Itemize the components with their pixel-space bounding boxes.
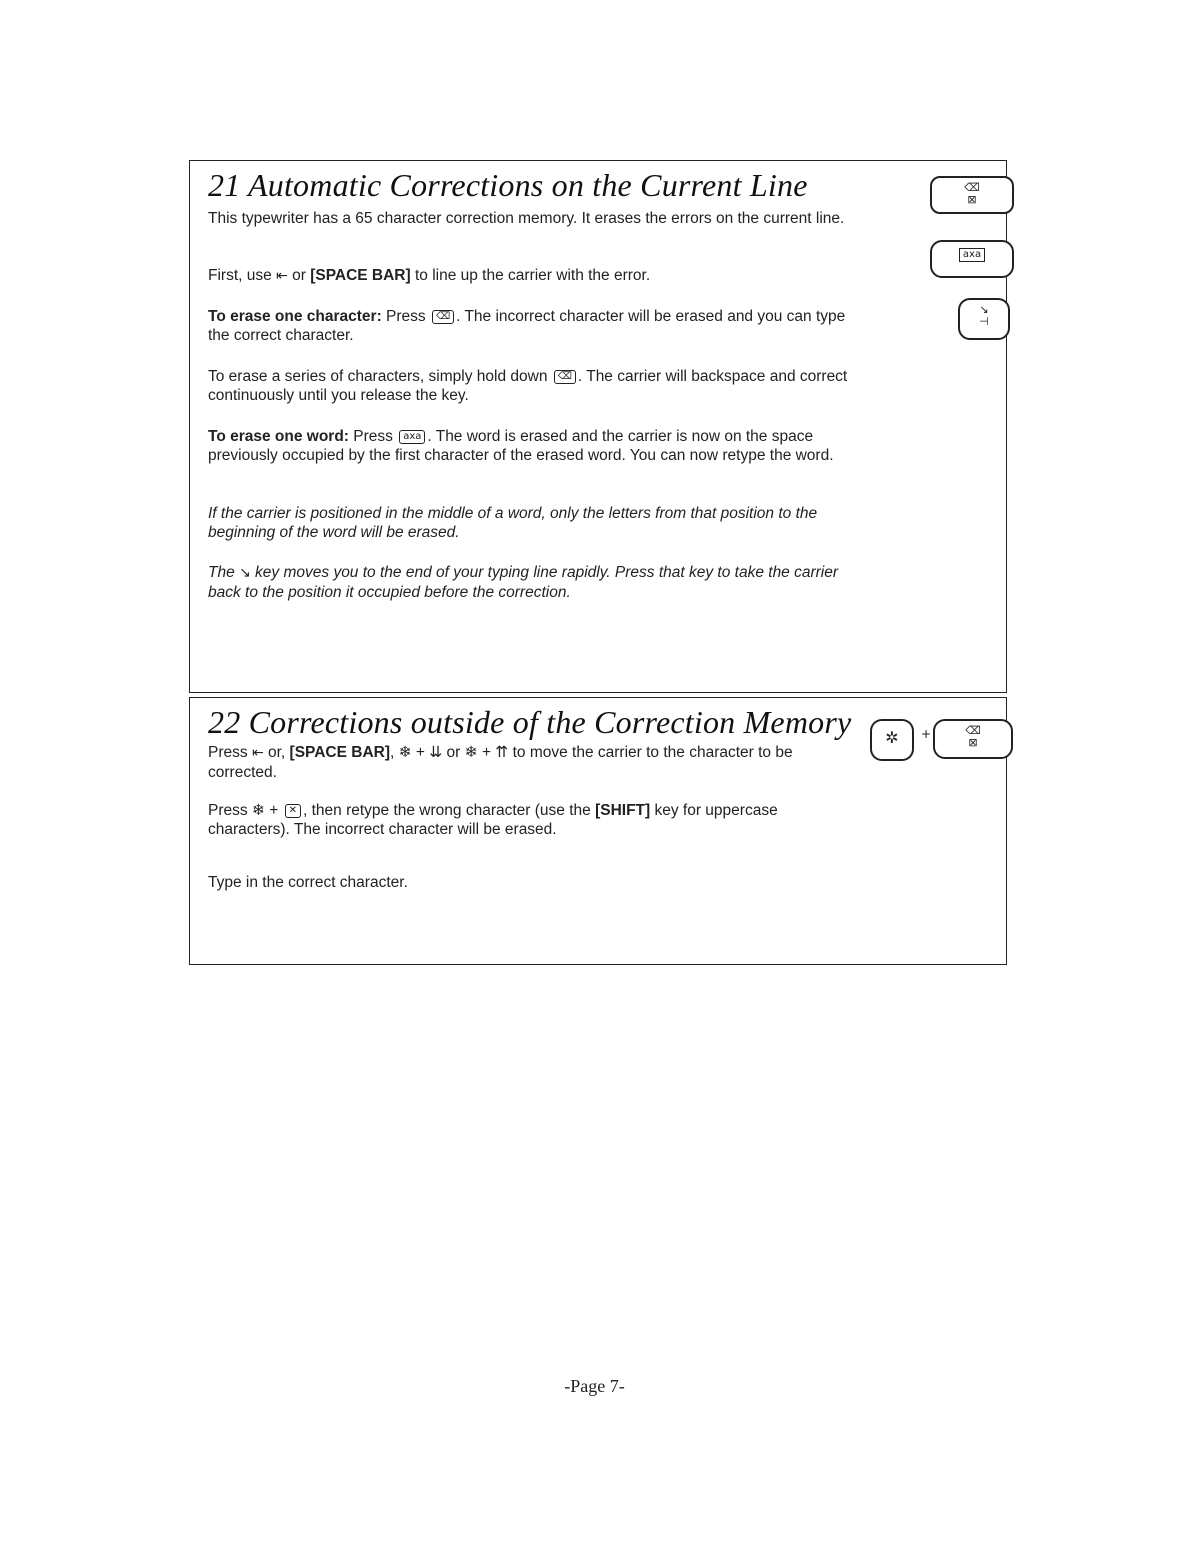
section-21-paragraph-2	[208, 266, 858, 286]
space-bar-label: [SPACE BAR]	[289, 744, 390, 761]
boxed-x-icon: ⊠	[968, 736, 978, 749]
text: , then retype the wrong character (use the	[302, 802, 596, 819]
text: Press	[348, 428, 398, 445]
section-21-title: 21 Automatic Corrections on the Current Line	[208, 167, 808, 203]
text: to line up the carrier with the error.	[410, 267, 651, 284]
word-erase-key-icon: axa	[399, 430, 425, 444]
section-22-paragraph-1	[208, 743, 858, 782]
text: . The incorrect character will be erased and you can type the correct character.	[208, 308, 846, 344]
section-21-paragraph-7	[208, 563, 858, 602]
section-22-paragraph-2	[208, 801, 858, 839]
section-21-box	[189, 160, 1007, 693]
word-erase-key-illustration	[930, 240, 1014, 278]
text: , ❄ + ⇊ or ❄ + ⇈ to move the carrier to the character to be corrected.	[208, 744, 793, 781]
section-22-title: 22 Corrections outside of the Correction Memory	[208, 704, 852, 740]
section-21-paragraph-4	[208, 367, 858, 405]
text: . The carrier will backspace and correct continuously until you release the key.	[208, 368, 848, 404]
margin-release-icon: ⇤	[276, 268, 288, 284]
shift-key-label: [SHIFT]	[595, 802, 651, 819]
code-key-illustration	[870, 719, 914, 761]
correction-key-illustration-2	[933, 719, 1013, 759]
relocate-key-illustration	[958, 298, 1010, 340]
backspace-x-icon: ⌫	[964, 181, 980, 194]
relocate-key-icon: ↘	[239, 565, 251, 581]
text: The	[208, 564, 240, 581]
text: or,	[263, 744, 290, 761]
boxed-x-icon: ⊠	[967, 193, 977, 206]
erase-word-label: To erase one word:	[208, 428, 349, 445]
section-21-paragraph-5	[208, 427, 858, 465]
correction-key-illustration	[930, 176, 1014, 214]
text: To erase a series of characters, simply hold down	[208, 368, 552, 385]
space-bar-label: [SPACE BAR]	[310, 267, 411, 284]
text: Press	[208, 744, 252, 761]
section-21-paragraph-1: This typewriter has a 65 character correction memory. It erases the errors on the current line.	[208, 210, 845, 227]
word-erase-icon: axa	[959, 248, 985, 262]
section-22-paragraph-3: Type in the correct character.	[208, 874, 408, 891]
text: If the carrier is positioned in the middle of a word, only the letters from that position to the beginning of the word will be erased.	[208, 505, 818, 541]
relocate-arrow-icon: ↘	[979, 303, 989, 316]
text: or	[287, 267, 311, 284]
text: key for uppercase characters). The incorrect character will be erased.	[208, 802, 778, 838]
page-number: -Page 7-	[564, 1376, 625, 1396]
text: Press ❄ +	[208, 802, 283, 819]
section-21-paragraph-6	[208, 504, 858, 542]
margin-release-icon: ⇤	[251, 745, 264, 761]
correction-key-icon: ⌫	[554, 370, 576, 384]
text: First, use	[208, 267, 277, 284]
text: key moves you to the end of your typing line rapidly. Press that key to take the carrier back to the position it occupied before the correction.	[208, 564, 839, 601]
plus-sign: +	[921, 727, 932, 741]
text: Press	[381, 308, 430, 325]
erase-character-label: To erase one character:	[208, 308, 382, 325]
backspace-x-icon: ⌫	[965, 724, 981, 737]
section-21-paragraph-3	[208, 307, 858, 345]
correction-key-icon: ⌫	[432, 310, 454, 324]
margin-stop-icon: ⊣	[979, 315, 989, 328]
text: . The word is erased and the carrier is now on the space previously occupied by the first character of the erased word. You can now retype the word.	[208, 428, 834, 464]
boxed-x-key-icon: ✕	[285, 804, 301, 818]
code-key-icon: ✲	[885, 728, 899, 747]
